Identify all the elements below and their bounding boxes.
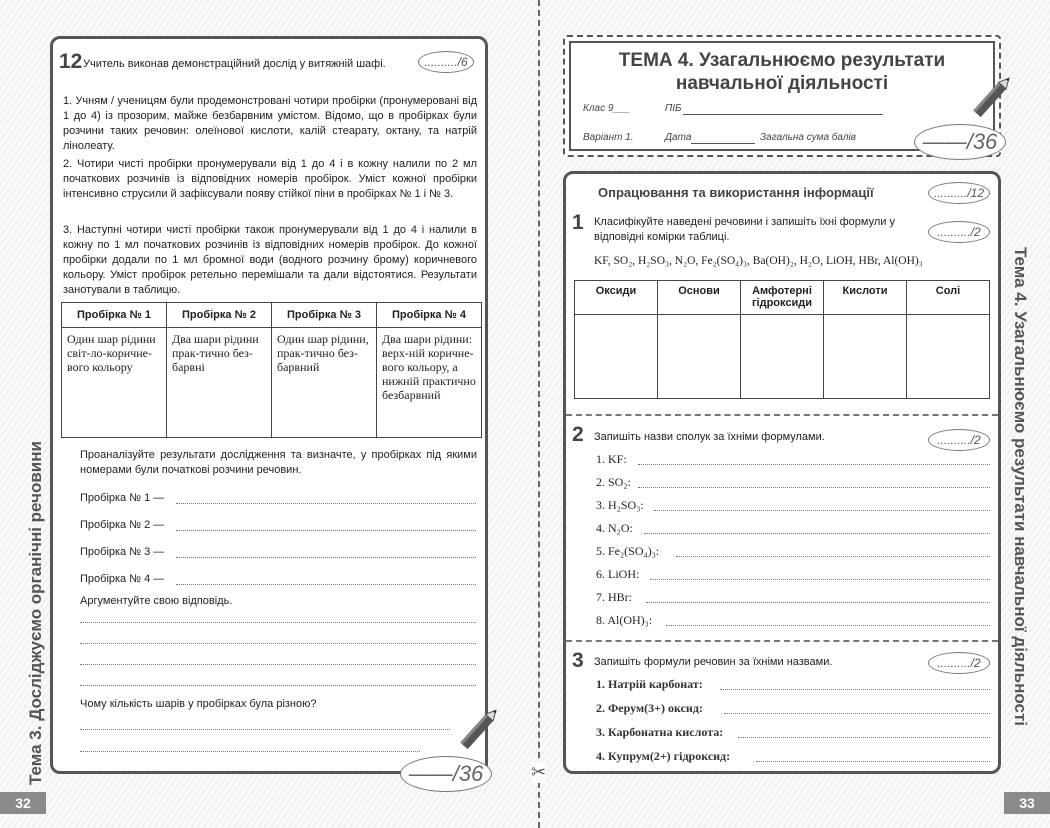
item-label: 8. Al(OH)₃: [596,613,653,627]
item-label: 2. Ферум(3+) оксид: [596,701,703,715]
table-cell: Один шар рідини світ-ло-коричне-вого кольору [62,328,167,438]
scissors-icon: ✂ [531,762,547,782]
total-label: Загальна сума балів [760,132,856,143]
answer-line[interactable] [638,464,990,465]
right-side-title: Тема 4. Узагальнюємо результати навчальної діяльності [1011,247,1030,727]
answer-cell[interactable] [658,315,741,399]
answer-line[interactable] [176,503,476,504]
answer-line[interactable] [644,533,990,534]
task-intro: Учитель виконав демонстраційний дослід у витяжній шафі. [83,58,386,70]
class-label: Клас 9___ [583,103,631,114]
section-divider [566,414,998,416]
answer-line[interactable] [638,487,990,488]
item-label: 3. Карбонатна кислота: [596,725,724,739]
formula-list: KF, SO₂, H₂SO₃, N₂O, Fe₂(SO₄)₃, Ba(OH)₂, H₂O, LiOH, HBr, Al(OH)₃ [594,255,923,267]
item-label: 5. Fe₂(SO₄)₃: [596,544,660,558]
table-header: Пробірка № 3 [272,303,377,328]
paragraph-2: 2. Чотири чисті пробірки пронумерували від 1 до 4 і в кожну налили по 2 мл початкових розчинів із відповідних номерів пробірок. Уміст кожної пробірки інтенсивно струсили й зафіксували появу стійкої піни в пробірках № 1 і № 3. [63,158,477,200]
task-number: 3 [572,649,584,672]
answer-line[interactable] [80,729,450,730]
tasks-panel [563,171,1001,774]
answer-cell[interactable] [824,315,907,399]
answer-cell[interactable] [575,315,658,399]
answer-line[interactable] [176,530,476,531]
argue-prompt: Аргументуйте свою відповідь. [80,595,233,607]
task-number: 1 [572,211,584,234]
tube-label: Пробірка № 1 — [80,492,165,504]
answer-line[interactable] [80,751,420,752]
task-2-text: Запишіть назви сполук за їхніми формулами. [594,431,825,443]
total-score-left: ——/36 [400,756,492,792]
item-label: 6. LiOH: [596,567,640,581]
column-header: Основи [658,281,741,315]
answer-line[interactable] [738,737,990,738]
total-score-right: ——/36 [914,124,1006,160]
answer-line[interactable] [80,664,476,665]
results-table [61,302,482,438]
answer-line[interactable] [646,602,990,603]
column-header: Оксиди [575,281,658,315]
item-label: 4. Купрум(2+) гідроксид: [596,749,731,763]
question-prompt: Чому кількість шарів у пробірках була різною? [80,698,317,710]
task-3-text: Запишіть формули речовин за їхніми назвами. [594,656,833,668]
column-header: Амфотерні гідроксиди [741,281,824,315]
task-1-text: Класифікуйте наведені речовини і запишіть їхні формули у відповідні комірки таблиці. [594,216,895,243]
name-label: ПІБ [665,103,682,114]
left-side-title: Тема 3. Досліджуємо органічні речовини [26,441,45,785]
section-title: Опрацювання та використання інформації [598,185,874,200]
table-header: Пробірка № 2 [167,303,272,328]
task-number: 2 [572,423,584,446]
task-score: ........../2 [928,652,990,674]
page-number-right: 33 [1004,792,1050,814]
item-label: 2. SO₂: [596,475,631,489]
answer-line[interactable] [176,584,476,585]
table-header: Пробірка № 1 [62,303,167,328]
date-field[interactable] [691,143,755,144]
item-label: 1. KF: [596,452,627,466]
classification-table [574,280,990,399]
tube-label: Пробірка № 4 — [80,573,165,585]
task-number: 12 [59,50,83,73]
answer-line[interactable] [80,685,476,686]
answer-line[interactable] [676,556,990,557]
item-label: 7. HBr: [596,590,632,604]
answer-line[interactable] [176,557,476,558]
item-label: 4. N₂O: [596,521,633,535]
fold-line [538,0,540,828]
page-number-left: 32 [0,792,46,814]
item-label: 3. H₂SO₃: [596,498,644,512]
pencil-icon [965,68,1021,124]
task-score: ........../6 [418,51,474,73]
answer-line[interactable] [756,761,990,762]
answer-line[interactable] [654,510,990,511]
table-cell: Один шар рідини, прак-тично без-барвний [272,328,377,438]
date-label: Дата [665,132,692,143]
pencil-icon [452,700,508,756]
answer-cell[interactable] [741,315,824,399]
column-header: Кислоти [824,281,907,315]
table-cell: Два шари рідини прак-тично без-барвні [167,328,272,438]
tube-label: Пробірка № 2 — [80,519,165,531]
answer-line[interactable] [666,625,990,626]
column-header: Солі [907,281,990,315]
section-score: ........../12 [928,182,990,204]
header-title-line-2: навчальної діяльності [675,73,889,94]
answer-line[interactable] [80,622,476,623]
tube-label: Пробірка № 3 — [80,546,165,558]
item-label: 1. Натрій карбонат: [596,677,703,691]
answer-line[interactable] [80,643,476,644]
paragraph-3: 3. Наступні чотири чисті пробірки також пронумерували від 1 до 4 і налили в кожну по 1 мл початкових розчинів із відповідних номерів пробірок. До кожної пробірки додали по 1 мл бромної води (водного розчину брому) коричневого кольору. Уміст пробірок ретельно перемішали та дали відстоятися. Результати занотували в таблицю. [63,224,477,296]
answer-line[interactable] [720,689,990,690]
task-12-panel [50,36,488,774]
answer-line[interactable] [650,579,990,580]
header-title-line-1: ТЕМА 4. Узагальнюємо результати [618,50,946,71]
table-cell: Два шари рідини: верх-ній коричне-вого кольору, а нижній практично безбарвний [377,328,482,438]
task-score: ........../2 [928,221,990,243]
answer-cell[interactable] [907,315,990,399]
table-header: Пробірка № 4 [377,303,482,328]
section-divider [566,640,998,642]
variant-label: Варіант 1. [583,132,634,143]
answer-line[interactable] [724,713,990,714]
name-field[interactable] [683,114,883,115]
paragraph-1: 1. Учням / ученицям були продемонстровані чотири пробірки (пронумеровані від 1 до 4) із прозорим, майже безбарвним умістом. Відомо, що в пробірках були розчини таких речовин: олеїнової кислоти, калій стеарату, октану, та натрій лінолеату. [63,95,477,152]
analyze-prompt: Проаналізуйте результати дослідження та визначте, у пробірках під якими номерами були початкові розчини речовин. [80,449,477,476]
task-score: ........../2 [928,429,990,451]
